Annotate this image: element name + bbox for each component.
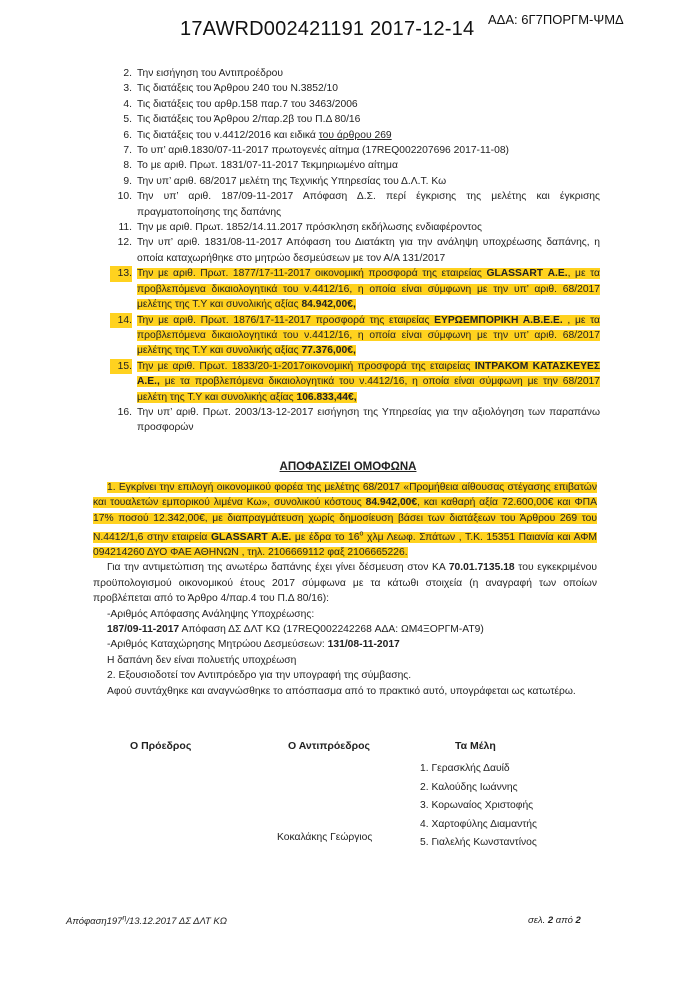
member-name: 5. Γιαλελής Κωνσταντίνος xyxy=(420,837,537,848)
list-item: 7. Το υπ’ αριθ.1830/07-11-2017 πρωτογενές αίτημα (17REQ002207696 2017-11-08) xyxy=(123,145,509,157)
ada-number: ΑΔΑ: 6Γ7ΠΟΡΓΜ-ΨΜΔ xyxy=(488,12,624,27)
list-item: 8. Το με αριθ. Πρωτ. 1831/07-11-2017 Τεκμηριωμένο αίτημα xyxy=(123,160,398,172)
list-item-highlighted: 15. Την με αριθ. Πρωτ. 1833/20-1-2017οικονομική προσφορά της εταιρείας ΙΝΤΡΑΚΟΜ ΚΑΤΑΣΚΕΥΕΣ Α.Ε., με τα προβλεπόμενα δικαιολογητικά του ν.4412/16, η οποία είναι σύμφωνη με την 68/2017 μελέτη της Τ.Υ και συνολικής αξίας 106.833,44€, xyxy=(110,359,600,405)
list-item: 5. Τις διατάξεις του Άρθρου 2/παρ.2β του Π.Δ 80/16 xyxy=(123,114,361,126)
decision-paragraph-1: 1. Εγκρίνει την επιλογή οικονομικού φορέα της μελέτης 68/2017 «Προμήθεια αίθουσας στέγασης επιβατών και τουαλετών εμπορικού λιμένα Κω», συνολικού κόστους 84.942,00€, και καθαρή αξία 72.600,00€ και ΦΠΑ 17% ποσού 12.342,00€, με διαπραγμάτευση χωρίς δημοσίευση βάσει των διατάξεων του Άρθρου 269 του Ν.4412/1,6 στην εταιρεία GLASSART Α.Ε. με έδρα το $16^o$ χλμ Λεωφ. Σπάτων , Τ.Κ. 15351 Παιανία και ΑΦΜ 094214260 ΔΥΟ ΦΑΕ ΑΘΗΝΩΝ , τηλ. 2106669112 φαξ 2106665226. xyxy=(93,482,597,559)
vice-president-name: Κοκαλάκης Γεώργιος xyxy=(277,832,373,843)
multi-year-note: Η δαπάνη δεν είναι πολυετής υποχρέωση xyxy=(107,654,297,666)
document-code: 17AWRD002421191 2017-12-14 xyxy=(180,18,475,40)
registry-entry: -Αριθμός Καταχώρησης Μητρώου Δεσμεύσεων: 131/08-11-2017 xyxy=(107,639,400,651)
budget-paragraph: Για την αντιμετώπιση της ανωτέρω δαπάνης έχει γίνει δέσμευση στον ΚΑ 70.01.7135.18 του εγκεκριμένου προϋπολογισμού οικονομικού έτους 2017 σύμφωνα με τα κάτωθι στοιχεία (η αναγραφή των οποίων προβλέπεται από το Άρθρο 4/παρ.4 του Π.Δ 80/16): xyxy=(93,562,597,605)
vice-president-label: Ο Αντιπρόεδρος xyxy=(288,740,371,752)
list-item: 4. Τις διατάξεις του αρθρ.158 παρ.7 του 3463/2006 xyxy=(123,98,358,110)
list-item: 3. Τις διατάξεις του Άρθρου 240 του Ν.3852/10 xyxy=(123,83,338,95)
commitment-decision-label: -Αριθμός Απόφασης Ανάληψης Υποχρέωσης: xyxy=(107,608,315,620)
decision-title: ΑΠΟΦΑΣΙΖΕΙ ΟΜΟΦΩΝΑ xyxy=(279,461,417,473)
member-name: 1. Γερασκλής Δαυίδ xyxy=(420,763,510,774)
considerations-list xyxy=(110,66,600,436)
list-item: 6. Τις διατάξεις του ν.4412/2016 και ειδικά του άρθρου 269 xyxy=(123,129,392,141)
list-item-highlighted: 14. Την με αριθ. Πρωτ. 1876/17-11-2017 προσφορά της εταιρείας ΕΥΡΩΕΜΠΟΡΙΚΗ Α.Β.Ε.Ε. , με τα προβλεπόμενα δικαιολογητικά του ν.4412/16, η οποία είναι σύμφωνη με την υπ’ αριθ. 68/2017 μελέτης της Τ.Υ και συνολικής αξίας 77.376,00€, xyxy=(110,313,600,359)
commitment-decision-value: 187/09-11-2017 Απόφαση ΔΣ ΔΛΤ ΚΩ (17REQ002242268 ΑΔΑ: ΩΜ4ΞΟΡΓΜ-ΑΤ9) xyxy=(107,624,484,636)
list-item: 2. Την εισήγηση του Αντιπροέδρου xyxy=(123,68,284,79)
president-label: Ο Πρόεδρος xyxy=(130,740,192,752)
list-item: 11. Την με αριθ. Πρωτ. 1852/14.11.2017 πρόσκληση εκδήλωσης ενδιαφέροντος xyxy=(118,222,482,234)
list-item: 9. Την υπ’ αριθ. 68/2017 μελέτη της Τεχνικής Υπηρεσίας του Δ.Λ.Τ. Κω xyxy=(123,175,447,187)
footer-page-number: σελ. 2 από 2 xyxy=(528,915,581,926)
members-label: Τα Μέλη xyxy=(455,740,496,752)
member-name: 2. Καλούδης Ιωάννης xyxy=(420,781,518,793)
list-item: 12. Την υπ’ αριθ. 1831/08-11-2017 Απόφαση του Διατάκτη για την ανάληψη υποχρέωσης δαπάνης, η οποία καταχωρήθηκε στο μητρώο δεσμεύσεων με τον Α/Α 131/2017 xyxy=(117,237,600,264)
footer-decision-ref: $A\pi ό\varphi\alpha\sigma\eta 197^\eta/13.12.2017$ ΔΣ ΔΛΤ ΚΩ xyxy=(66,915,227,928)
member-name: 4. Χαρτοφύλης Διαμαντής xyxy=(420,818,537,830)
member-name: 3. Κορωναίος Χριστοφής xyxy=(420,800,534,811)
authorization-paragraph: 2. Εξουσιοδοτεί τον Αντιπρόεδρο για την υπογραφή της σύμβασης. xyxy=(107,670,412,682)
members-list xyxy=(420,760,537,853)
list-item-highlighted: 13. Την με αριθ. Πρωτ. 1877/17-11-2017 οικονομική προσφορά της εταιρείας GLASSART Α.Ε., με τα προβλεπόμενα δικαιολογητικά του ν.4412/16, η οποία είναι σύμφωνη με την υπ’ αριθ. 68/2017 μελέτης της Τ.Υ και συνολικής αξίας 84.942,00€, xyxy=(110,266,600,312)
list-item: 16. Την υπ’ αριθ. Πρωτ. 2003/13-12-2017 εισήγηση της Υπηρεσίας για την αξιολόγηση των παραπάνω προσφορών xyxy=(117,406,600,434)
decision-body xyxy=(93,480,597,699)
closing-paragraph: Αφού συντάχθηκε και αναγνώσθηκε το απόσπασμα από το πρακτικό αυτό, υπογράφεται ως κατωτέρω. xyxy=(107,685,576,697)
list-item: 10. Την υπ’ αριθ. 187/09-11-2017 Απόφαση Δ.Σ. περί έγκρισης της μελέτης και έγκρισης πραγματοποίησης της δαπάνης xyxy=(117,191,600,218)
